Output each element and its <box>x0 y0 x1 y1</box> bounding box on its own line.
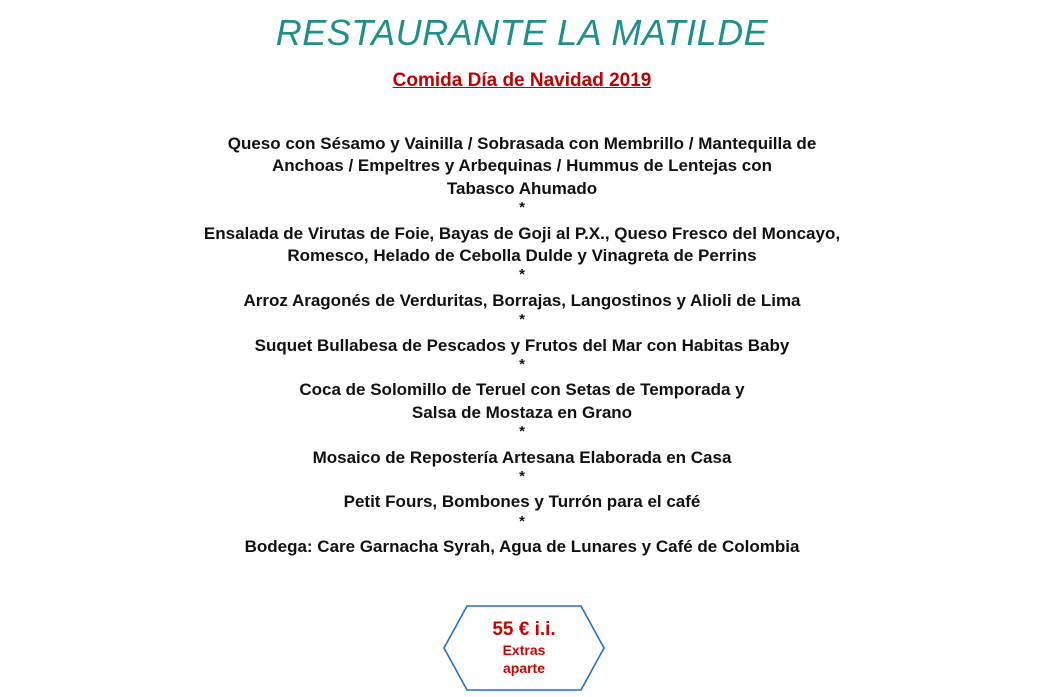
dish-separator: * <box>519 356 525 374</box>
dish-separator: * <box>519 468 525 486</box>
dish-line: Tabasco Ahumado <box>446 178 598 198</box>
price-note-line2: aparte <box>502 660 546 676</box>
menu-list <box>0 133 1044 559</box>
menu-dish <box>0 491 1044 513</box>
price-amount: 55 € i.i. <box>492 619 556 640</box>
dish-separator: * <box>519 423 525 441</box>
menu-dish <box>0 447 1044 469</box>
dish-line: Petit Fours, Bombones y Turrón para el café <box>343 492 701 512</box>
menu-dish <box>0 536 1044 558</box>
dish-separator: * <box>519 512 525 530</box>
menu-dish <box>0 223 1044 268</box>
menu-dish <box>0 290 1044 312</box>
dish-line: Suquet Bullabesa de Pescados y Frutos del Mar con Habitas Baby <box>254 335 790 355</box>
dish-line: Ensalada de Virutas de Foie, Bayas de Goji al P.X., Queso Fresco del Moncayo, <box>203 223 841 243</box>
price-text-block <box>443 605 605 691</box>
dish-line: Mosaico de Repostería Artesana Elaborada en Casa <box>312 447 732 467</box>
dish-line: Queso con Sésamo y Vainilla / Sobrasada con Membrillo / Mantequilla de <box>227 134 817 153</box>
menu-subtitle: Comida Día de Navidad 2019 <box>392 70 652 91</box>
dish-line: Coca de Solomillo de Teruel con Setas de Temporada y <box>299 380 745 400</box>
menu-dish <box>0 335 1044 357</box>
menu-dish <box>0 133 1044 200</box>
dish-separator: * <box>519 266 525 284</box>
menu-dish <box>0 379 1044 424</box>
dish-line: Arroz Aragonés de Verduritas, Borrajas, Langostinos y Alioli de Lima <box>243 290 801 310</box>
dish-separator: * <box>519 311 525 329</box>
restaurant-title: RESTAURANTE LA MATILDE <box>275 12 769 53</box>
dish-line: Salsa de Mostaza en Grano <box>411 402 633 422</box>
price-badge <box>443 605 605 691</box>
dish-line: Anchoas / Empeltres y Arbequinas / Hummus de Lentejas con <box>271 156 773 176</box>
dish-line: Bodega: Care Garnacha Syrah, Agua de Lunares y Café de Colombia <box>244 537 800 557</box>
dish-line: Romesco, Helado de Cebolla Dulde y Vinagreta de Perrins <box>287 246 757 266</box>
dish-separator: * <box>519 199 525 217</box>
price-note-line1: Extras <box>502 642 546 658</box>
